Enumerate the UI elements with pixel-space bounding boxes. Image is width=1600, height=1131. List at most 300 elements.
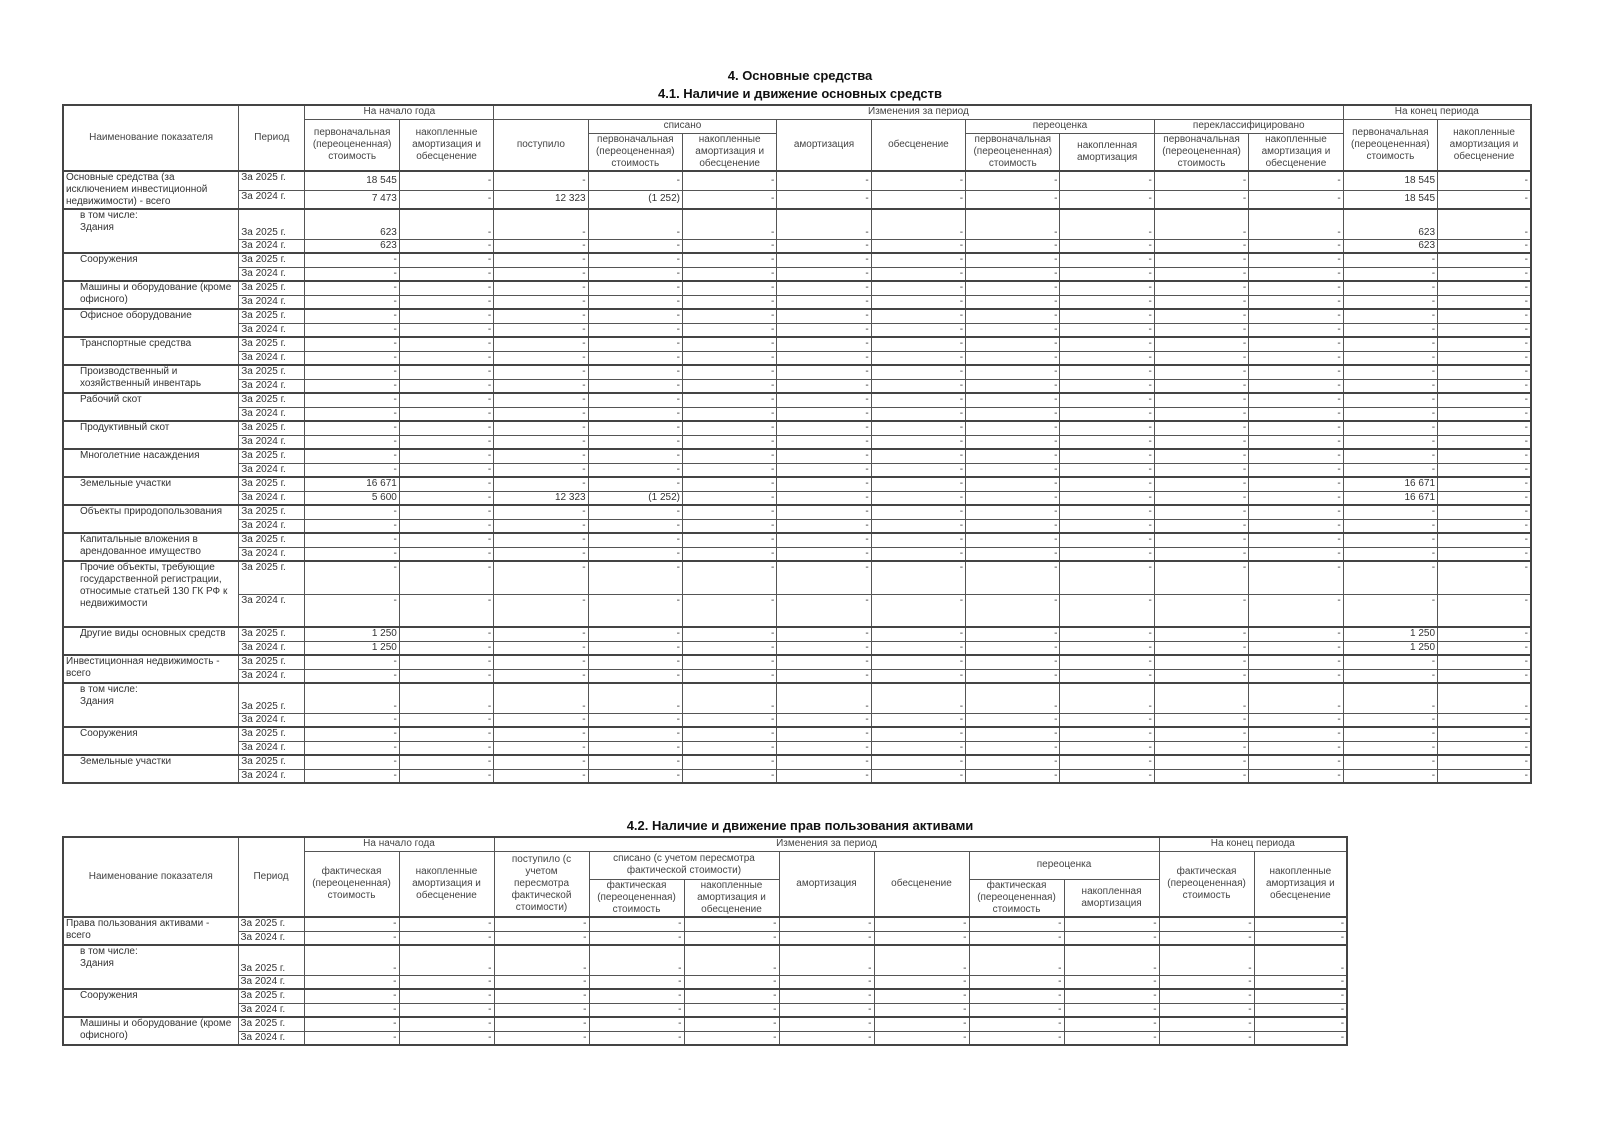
header-impair: обесценение bbox=[874, 851, 969, 917]
value-cell: - bbox=[1249, 365, 1343, 379]
value-cell: - bbox=[682, 741, 776, 755]
value-cell: - bbox=[588, 267, 682, 281]
value-cell: - bbox=[1064, 931, 1159, 945]
value-cell: - bbox=[684, 975, 779, 989]
value-cell: - bbox=[305, 769, 399, 783]
value-cell: - bbox=[588, 741, 682, 755]
value-cell: - bbox=[494, 627, 588, 641]
value-cell: - bbox=[1438, 727, 1531, 741]
value-cell: 18 545 bbox=[1343, 190, 1437, 209]
value-cell: - bbox=[1438, 533, 1531, 547]
value-cell: - bbox=[682, 323, 776, 337]
value-cell: - bbox=[1154, 351, 1248, 365]
period-cell: За 2024 г. bbox=[239, 669, 305, 683]
value-cell: - bbox=[1438, 561, 1531, 594]
value-cell: - bbox=[1154, 323, 1248, 337]
value-cell: - bbox=[1438, 379, 1531, 393]
table-row bbox=[63, 351, 1531, 365]
value-cell: - bbox=[682, 351, 776, 365]
value-cell: - bbox=[1343, 281, 1437, 295]
value-cell: - bbox=[305, 323, 399, 337]
value-cell: - bbox=[966, 477, 1060, 491]
period-cell: За 2025 г. bbox=[239, 337, 305, 351]
value-cell: - bbox=[1154, 253, 1248, 267]
period-cell: За 2025 г. bbox=[239, 533, 305, 547]
value-cell: - bbox=[1438, 337, 1531, 351]
value-cell: - bbox=[1254, 989, 1347, 1003]
value-cell: - bbox=[682, 337, 776, 351]
value-cell: - bbox=[1438, 190, 1531, 209]
value-cell: - bbox=[494, 669, 588, 683]
value-cell: - bbox=[1254, 975, 1347, 989]
value-cell: - bbox=[1249, 281, 1343, 295]
value-cell: - bbox=[682, 627, 776, 641]
value-cell: - bbox=[682, 190, 776, 209]
value-cell: - bbox=[682, 393, 776, 407]
value-cell: - bbox=[399, 683, 493, 713]
value-cell: - bbox=[494, 1031, 589, 1045]
value-cell: - bbox=[1154, 209, 1248, 239]
value-cell: - bbox=[1343, 393, 1437, 407]
value-cell: - bbox=[777, 655, 871, 669]
table-row bbox=[63, 505, 1531, 519]
value-cell: - bbox=[1249, 309, 1343, 323]
header-written-off: списано bbox=[588, 119, 777, 133]
header-amort: амортизация bbox=[779, 851, 874, 917]
value-cell: - bbox=[1343, 755, 1437, 769]
value-cell: - bbox=[682, 533, 776, 547]
value-cell: - bbox=[588, 435, 682, 449]
value-cell: - bbox=[871, 477, 965, 491]
value-cell: - bbox=[1249, 594, 1343, 627]
value-cell: - bbox=[494, 1017, 589, 1031]
value-cell: - bbox=[1154, 533, 1248, 547]
value-cell: - bbox=[1060, 561, 1154, 594]
value-cell: - bbox=[1159, 975, 1254, 989]
value-cell: - bbox=[399, 477, 493, 491]
value-cell: - bbox=[399, 1003, 494, 1017]
value-cell: - bbox=[777, 323, 871, 337]
value-cell: - bbox=[871, 727, 965, 741]
value-cell: - bbox=[966, 491, 1060, 505]
value-cell: - bbox=[684, 1017, 779, 1031]
header-reval: переоценка bbox=[969, 851, 1159, 879]
value-cell: - bbox=[1438, 477, 1531, 491]
value-cell: 12 323 bbox=[494, 190, 588, 209]
value-cell: 623 bbox=[305, 239, 399, 253]
table-row bbox=[63, 755, 1531, 769]
value-cell: - bbox=[966, 295, 1060, 309]
value-cell: - bbox=[871, 463, 965, 477]
value-cell: - bbox=[1249, 683, 1343, 713]
value-cell: - bbox=[588, 505, 682, 519]
value-cell: - bbox=[1249, 477, 1343, 491]
value-cell: - bbox=[779, 1031, 874, 1045]
value-cell: - bbox=[1438, 505, 1531, 519]
value-cell: - bbox=[494, 594, 588, 627]
value-cell: - bbox=[1254, 1017, 1347, 1031]
header-end-fact: фактическая (переоцененная) стоимость bbox=[1159, 851, 1254, 917]
value-cell: - bbox=[1343, 379, 1437, 393]
value-cell: - bbox=[305, 421, 399, 435]
value-cell: - bbox=[777, 337, 871, 351]
value-cell: - bbox=[969, 945, 1064, 975]
value-cell: - bbox=[399, 627, 493, 641]
value-cell: - bbox=[589, 931, 684, 945]
table-row bbox=[63, 594, 1531, 627]
value-cell: - bbox=[1060, 171, 1154, 190]
value-cell: - bbox=[588, 171, 682, 190]
value-cell: - bbox=[684, 1031, 779, 1045]
value-cell: - bbox=[1438, 171, 1531, 190]
value-cell: - bbox=[305, 741, 399, 755]
value-cell: - bbox=[1154, 477, 1248, 491]
value-cell: - bbox=[1154, 295, 1248, 309]
value-cell: - bbox=[1060, 594, 1154, 627]
period-cell: За 2025 г. bbox=[239, 449, 305, 463]
value-cell: - bbox=[871, 351, 965, 365]
value-cell: - bbox=[494, 713, 588, 727]
value-cell: - bbox=[1060, 669, 1154, 683]
value-cell: - bbox=[1154, 421, 1248, 435]
period-cell: За 2025 г. bbox=[238, 945, 304, 975]
value-cell: - bbox=[871, 435, 965, 449]
value-cell: - bbox=[588, 407, 682, 421]
header-end-accum: накопленные амортизация и обесценение bbox=[1438, 119, 1531, 171]
table-row bbox=[63, 1031, 1347, 1045]
value-cell: - bbox=[1343, 533, 1437, 547]
row-label: Права пользования активами - всего bbox=[63, 917, 238, 945]
value-cell: 1 250 bbox=[1343, 641, 1437, 655]
value-cell: - bbox=[588, 323, 682, 337]
table-row bbox=[63, 769, 1531, 783]
period-cell: За 2024 г. bbox=[239, 351, 305, 365]
value-cell: - bbox=[588, 209, 682, 239]
period-cell: За 2024 г. bbox=[239, 769, 305, 783]
value-cell: - bbox=[1249, 295, 1343, 309]
period-cell: За 2025 г. bbox=[239, 683, 305, 713]
value-cell: - bbox=[1159, 931, 1254, 945]
value-cell: - bbox=[682, 594, 776, 627]
table-row bbox=[63, 655, 1531, 669]
value-cell: - bbox=[1438, 627, 1531, 641]
table-row bbox=[63, 267, 1531, 281]
value-cell: - bbox=[966, 741, 1060, 755]
value-cell: - bbox=[1154, 267, 1248, 281]
value-cell: - bbox=[777, 190, 871, 209]
header-reval-accum: накопленная амортизация bbox=[1060, 133, 1154, 171]
value-cell: - bbox=[777, 519, 871, 533]
value-cell: - bbox=[871, 407, 965, 421]
value-cell: - bbox=[1438, 655, 1531, 669]
table2-title: 4.2. Наличие и движение прав пользования активами bbox=[626, 818, 974, 833]
value-cell: - bbox=[1438, 594, 1531, 627]
value-cell: - bbox=[588, 727, 682, 741]
value-cell: - bbox=[1060, 309, 1154, 323]
value-cell: - bbox=[494, 931, 589, 945]
value-cell: - bbox=[682, 547, 776, 561]
value-cell: - bbox=[777, 365, 871, 379]
value-cell: - bbox=[1060, 477, 1154, 491]
header-end-accum: накопленные амортизация и обесценение bbox=[1254, 851, 1347, 917]
value-cell: - bbox=[1154, 727, 1248, 741]
value-cell: - bbox=[871, 655, 965, 669]
period-cell: За 2025 г. bbox=[239, 627, 305, 641]
table-row bbox=[63, 309, 1531, 323]
value-cell: 16 671 bbox=[1343, 477, 1437, 491]
header-reval: переоценка bbox=[966, 119, 1155, 133]
value-cell: - bbox=[682, 281, 776, 295]
value-cell: - bbox=[682, 477, 776, 491]
value-cell: - bbox=[494, 755, 588, 769]
value-cell: - bbox=[589, 945, 684, 975]
value-cell: - bbox=[682, 209, 776, 239]
value-cell: - bbox=[1064, 1003, 1159, 1017]
value-cell: - bbox=[399, 594, 493, 627]
value-cell: - bbox=[494, 435, 588, 449]
value-cell: - bbox=[588, 351, 682, 365]
value-cell: - bbox=[1060, 713, 1154, 727]
value-cell: - bbox=[966, 505, 1060, 519]
value-cell: - bbox=[1060, 209, 1154, 239]
value-cell: - bbox=[1249, 421, 1343, 435]
row-label: Капитальные вложения в арендованное имущество bbox=[63, 533, 239, 561]
value-cell: - bbox=[494, 267, 588, 281]
row-label: Транспортные средства bbox=[63, 337, 239, 365]
table-row bbox=[63, 975, 1347, 989]
value-cell: - bbox=[399, 505, 493, 519]
value-cell: - bbox=[589, 989, 684, 1003]
value-cell: - bbox=[966, 323, 1060, 337]
period-cell: За 2024 г. bbox=[239, 741, 305, 755]
period-cell: За 2024 г. bbox=[238, 1031, 304, 1045]
value-cell: - bbox=[682, 267, 776, 281]
value-cell: - bbox=[588, 393, 682, 407]
value-cell: - bbox=[399, 989, 494, 1003]
value-cell: - bbox=[777, 351, 871, 365]
period-cell: За 2025 г. bbox=[239, 393, 305, 407]
value-cell: - bbox=[777, 421, 871, 435]
value-cell: - bbox=[1154, 379, 1248, 393]
period-cell: За 2025 г. bbox=[239, 365, 305, 379]
value-cell: - bbox=[966, 407, 1060, 421]
value-cell: - bbox=[1249, 627, 1343, 641]
table-row bbox=[63, 393, 1531, 407]
value-cell: - bbox=[494, 727, 588, 741]
value-cell: - bbox=[305, 393, 399, 407]
value-cell: - bbox=[684, 917, 779, 931]
value-cell: - bbox=[1154, 561, 1248, 594]
value-cell: - bbox=[1343, 365, 1437, 379]
value-cell: - bbox=[1438, 209, 1531, 239]
value-cell: - bbox=[305, 519, 399, 533]
value-cell: - bbox=[871, 594, 965, 627]
value-cell: - bbox=[777, 741, 871, 755]
period-cell: За 2025 г. bbox=[239, 171, 305, 190]
value-cell: - bbox=[494, 239, 588, 253]
value-cell: - bbox=[494, 917, 589, 931]
value-cell: - bbox=[494, 253, 588, 267]
value-cell: - bbox=[1249, 407, 1343, 421]
value-cell: - bbox=[1154, 449, 1248, 463]
value-cell: - bbox=[1438, 421, 1531, 435]
value-cell: - bbox=[588, 755, 682, 769]
period-cell: За 2024 г. bbox=[239, 323, 305, 337]
value-cell: - bbox=[399, 393, 493, 407]
value-cell: - bbox=[304, 975, 399, 989]
value-cell: - bbox=[966, 533, 1060, 547]
value-cell: - bbox=[305, 337, 399, 351]
value-cell: - bbox=[494, 309, 588, 323]
header-name: Наименование показателя bbox=[63, 837, 238, 917]
value-cell: - bbox=[1343, 435, 1437, 449]
value-cell: 18 545 bbox=[1343, 171, 1437, 190]
value-cell: - bbox=[871, 337, 965, 351]
value-cell: - bbox=[777, 594, 871, 627]
value-cell: - bbox=[1060, 755, 1154, 769]
value-cell: - bbox=[777, 477, 871, 491]
value-cell: - bbox=[777, 435, 871, 449]
value-cell: - bbox=[588, 641, 682, 655]
value-cell: - bbox=[871, 713, 965, 727]
value-cell: - bbox=[1064, 1031, 1159, 1045]
period-cell: За 2025 г. bbox=[239, 209, 305, 239]
value-cell: - bbox=[399, 463, 493, 477]
value-cell: - bbox=[1438, 281, 1531, 295]
value-cell: - bbox=[399, 435, 493, 449]
value-cell: - bbox=[588, 379, 682, 393]
value-cell: - bbox=[777, 309, 871, 323]
value-cell: - bbox=[305, 281, 399, 295]
header-wo-accum: накопленные амортизация и обесценение bbox=[684, 879, 779, 917]
value-cell: - bbox=[1249, 449, 1343, 463]
value-cell: - bbox=[1154, 505, 1248, 519]
value-cell: - bbox=[494, 323, 588, 337]
value-cell: - bbox=[871, 239, 965, 253]
value-cell: - bbox=[1060, 741, 1154, 755]
value-cell: - bbox=[494, 741, 588, 755]
value-cell: - bbox=[1249, 267, 1343, 281]
value-cell: - bbox=[494, 295, 588, 309]
value-cell: - bbox=[966, 594, 1060, 627]
period-cell: За 2025 г. bbox=[239, 727, 305, 741]
table-row bbox=[63, 917, 1347, 931]
value-cell: - bbox=[779, 989, 874, 1003]
value-cell: - bbox=[304, 931, 399, 945]
value-cell: - bbox=[874, 1031, 969, 1045]
value-cell: - bbox=[588, 365, 682, 379]
value-cell: - bbox=[305, 669, 399, 683]
value-cell: - bbox=[966, 435, 1060, 449]
period-cell: За 2024 г. bbox=[239, 239, 305, 253]
value-cell: - bbox=[682, 505, 776, 519]
value-cell: - bbox=[494, 769, 588, 783]
value-cell: - bbox=[871, 209, 965, 239]
value-cell: - bbox=[969, 931, 1064, 945]
value-cell: - bbox=[1060, 683, 1154, 713]
table1-title: 4.1. Наличие и движение основных средств bbox=[658, 86, 942, 101]
header-reval-fact: фактическая (переоцененная) стоимость bbox=[969, 879, 1064, 917]
value-cell: - bbox=[399, 239, 493, 253]
value-cell: - bbox=[304, 1031, 399, 1045]
value-cell: - bbox=[777, 505, 871, 519]
value-cell: - bbox=[966, 309, 1060, 323]
value-cell: - bbox=[1154, 309, 1248, 323]
value-cell: - bbox=[588, 655, 682, 669]
header-start-accum: накопленные амортизация и обесценение bbox=[399, 119, 493, 171]
value-cell: - bbox=[874, 917, 969, 931]
period-cell: За 2025 г. bbox=[239, 309, 305, 323]
value-cell: - bbox=[1249, 505, 1343, 519]
value-cell: - bbox=[966, 463, 1060, 477]
period-cell: За 2025 г. bbox=[239, 421, 305, 435]
value-cell: - bbox=[1249, 253, 1343, 267]
row-label: Сооружения bbox=[63, 989, 238, 1017]
row-label: Другие виды основных средств bbox=[63, 627, 239, 655]
value-cell: - bbox=[682, 253, 776, 267]
value-cell: - bbox=[399, 449, 493, 463]
value-cell: 1 250 bbox=[305, 641, 399, 655]
value-cell: - bbox=[1060, 393, 1154, 407]
value-cell: - bbox=[684, 945, 779, 975]
value-cell: - bbox=[871, 641, 965, 655]
header-reclass-accum: накопленные амортизация и обесценение bbox=[1249, 133, 1343, 171]
period-cell: За 2025 г. bbox=[239, 505, 305, 519]
value-cell: - bbox=[871, 669, 965, 683]
value-cell: - bbox=[399, 295, 493, 309]
header-written-off: списано (с учетом пересмотра фактической стоимости) bbox=[589, 851, 779, 879]
period-cell: За 2025 г. bbox=[238, 989, 304, 1003]
value-cell: - bbox=[494, 641, 588, 655]
value-cell: - bbox=[1064, 917, 1159, 931]
header-changes: Изменения за период bbox=[494, 837, 1159, 851]
value-cell: - bbox=[588, 337, 682, 351]
value-cell: - bbox=[494, 281, 588, 295]
value-cell: - bbox=[874, 931, 969, 945]
value-cell: - bbox=[305, 267, 399, 281]
value-cell: - bbox=[1249, 491, 1343, 505]
value-cell: - bbox=[304, 917, 399, 931]
value-cell: - bbox=[682, 365, 776, 379]
period-cell: За 2025 г. bbox=[239, 281, 305, 295]
row-label: Сооружения bbox=[63, 253, 239, 281]
value-cell: - bbox=[588, 477, 682, 491]
value-cell: - bbox=[304, 1017, 399, 1031]
value-cell: - bbox=[399, 519, 493, 533]
value-cell: - bbox=[684, 1003, 779, 1017]
table-row bbox=[63, 463, 1531, 477]
value-cell: - bbox=[1254, 1003, 1347, 1017]
value-cell: - bbox=[966, 337, 1060, 351]
value-cell: - bbox=[682, 171, 776, 190]
value-cell: - bbox=[1438, 463, 1531, 477]
table-row bbox=[63, 1003, 1347, 1017]
period-cell: За 2024 г. bbox=[238, 931, 304, 945]
value-cell: - bbox=[1343, 505, 1437, 519]
row-label: Объекты природопользования bbox=[63, 505, 239, 533]
value-cell: - bbox=[1060, 505, 1154, 519]
header-reclass: переклассифицировано bbox=[1154, 119, 1343, 133]
value-cell: - bbox=[777, 755, 871, 769]
value-cell: - bbox=[1438, 351, 1531, 365]
value-cell: - bbox=[966, 379, 1060, 393]
value-cell: - bbox=[1343, 769, 1437, 783]
value-cell: - bbox=[1154, 463, 1248, 477]
value-cell: - bbox=[304, 945, 399, 975]
table-row bbox=[63, 931, 1347, 945]
value-cell: - bbox=[871, 379, 965, 393]
value-cell: - bbox=[874, 1003, 969, 1017]
